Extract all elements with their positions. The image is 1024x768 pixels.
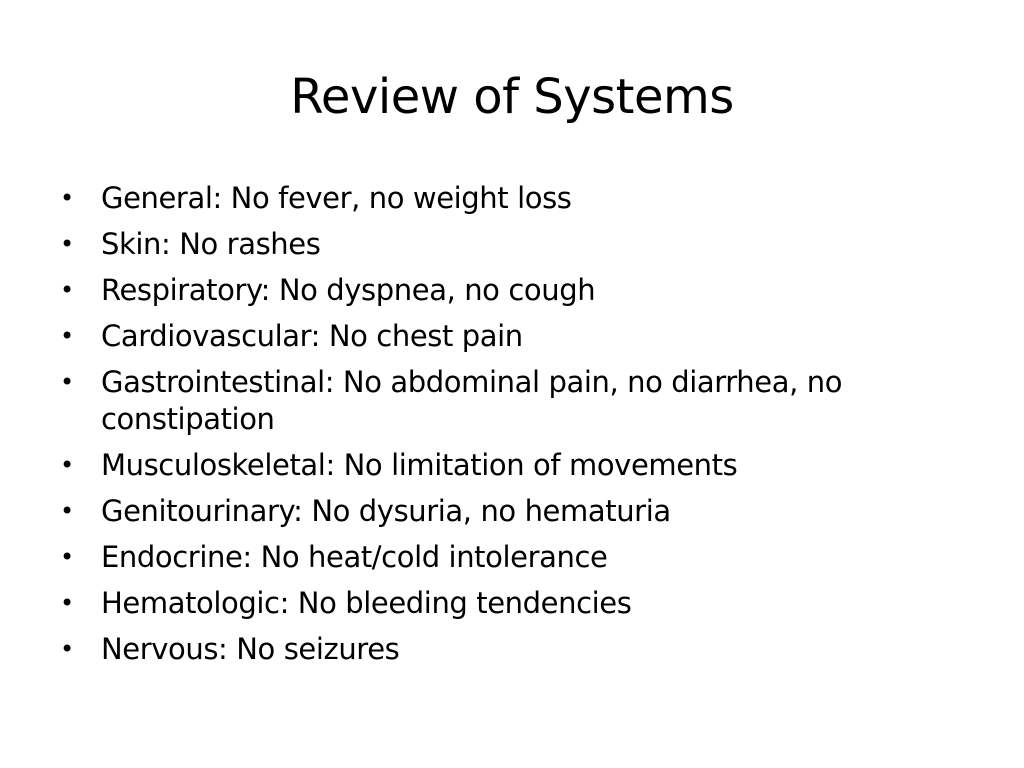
bullet-item-musculoskeletal [60, 447, 960, 484]
bullet-text: Nervous: No seizures [101, 632, 400, 666]
bullet-item-hematologic [60, 585, 960, 622]
bullet-list [60, 180, 960, 677]
bullet-text: Genitourinary: No dysuria, no hematuria [101, 494, 671, 528]
bullet-item-endocrine [60, 539, 960, 576]
bullet-icon: • [60, 184, 74, 212]
bullet-text: Hematologic: No bleeding tendencies [101, 586, 632, 620]
bullet-text: Gastrointestinal: No abdominal pain, no diarrhea, no constipation [101, 365, 843, 436]
bullet-icon: • [60, 322, 74, 350]
slide-title: Review of Systems [290, 69, 734, 125]
bullet-icon: • [60, 543, 74, 571]
bullet-item-nervous [60, 631, 960, 668]
bullet-icon: • [60, 635, 74, 663]
bullet-icon: • [60, 451, 74, 479]
bullet-item-respiratory [60, 272, 960, 309]
bullet-text: Musculoskeletal: No limitation of movements [101, 448, 738, 482]
bullet-text: Respiratory: No dyspnea, no cough [101, 273, 596, 307]
bullet-icon: • [60, 230, 74, 258]
bullet-text: Skin: No rashes [101, 227, 321, 261]
bullet-item-cardiovascular [60, 318, 960, 355]
bullet-text: Cardiovascular: No chest pain [101, 319, 523, 353]
bullet-icon: • [60, 589, 74, 617]
bullet-item-gastrointestinal [60, 364, 960, 438]
bullet-icon: • [60, 276, 74, 304]
bullet-item-skin [60, 226, 960, 263]
bullet-icon: • [60, 368, 74, 396]
bullet-text: General: No fever, no weight loss [101, 181, 572, 215]
bullet-text: Endocrine: No heat/cold intolerance [101, 540, 608, 574]
bullet-item-general [60, 180, 960, 217]
bullet-icon: • [60, 497, 74, 525]
bullet-item-genitourinary [60, 493, 960, 530]
